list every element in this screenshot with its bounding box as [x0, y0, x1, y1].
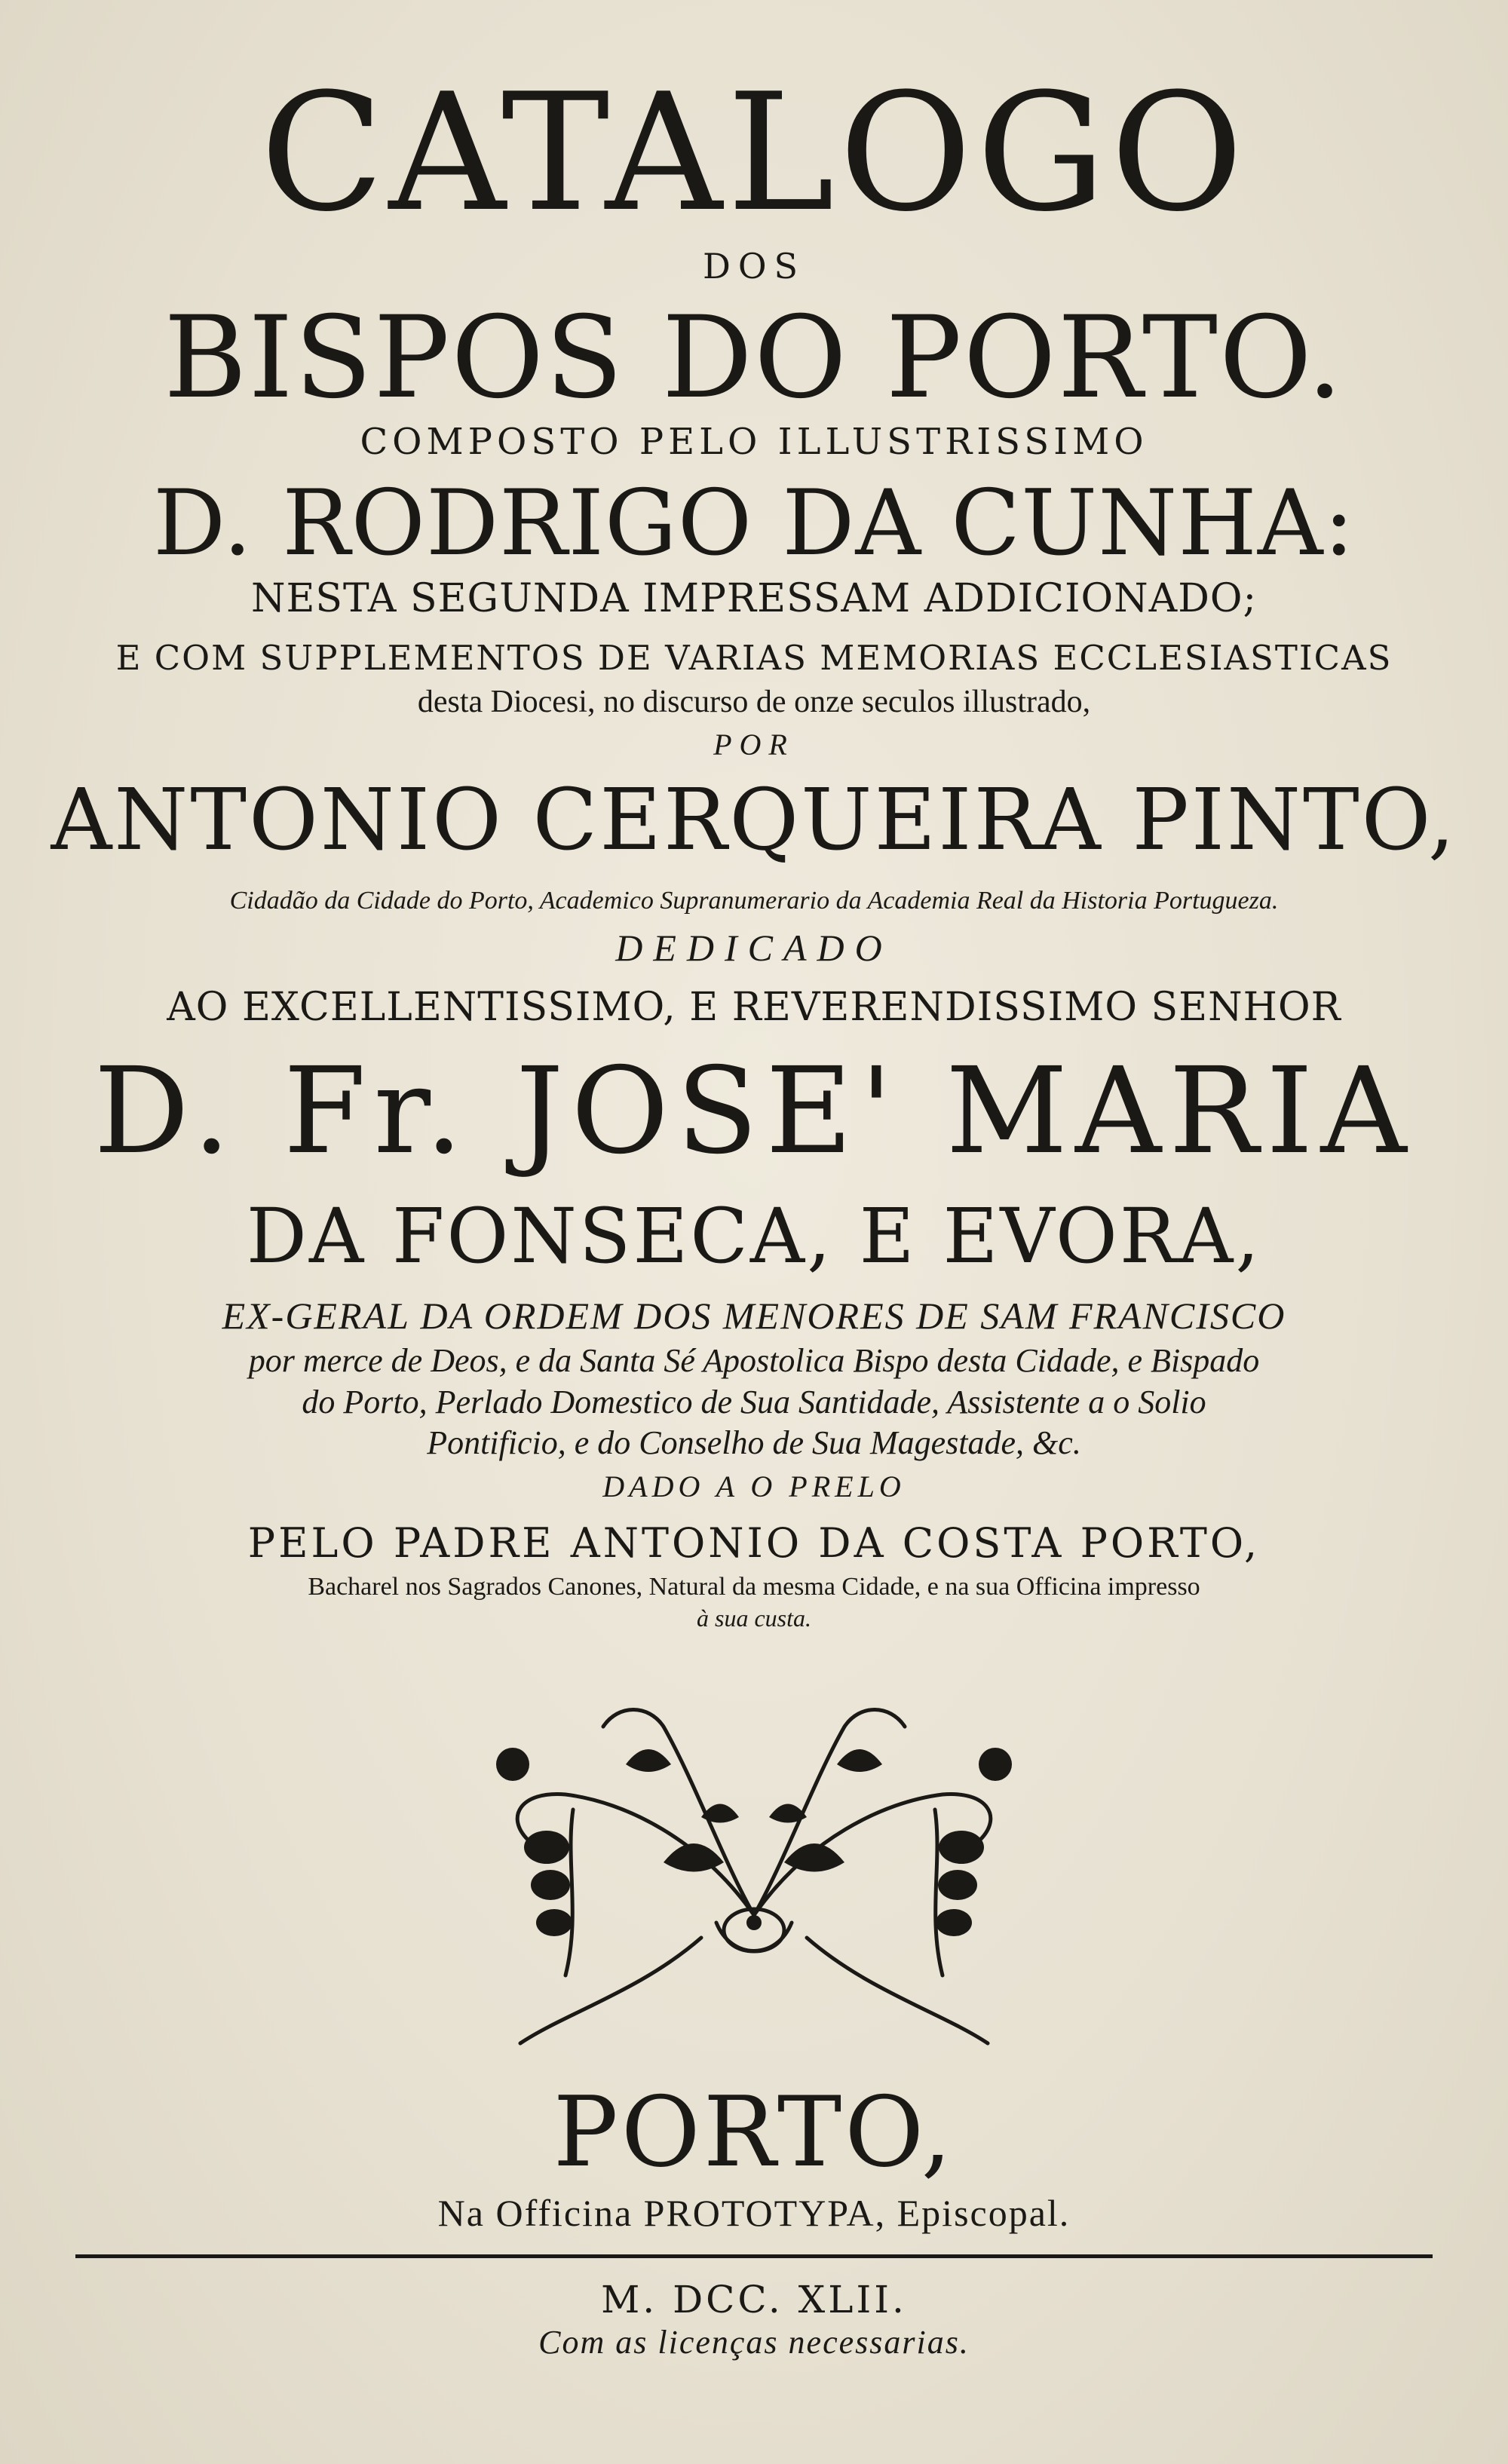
dedicatee-desc-4: Pontificio, e do Conselho de Sua Magestade, &c. [427, 1424, 1081, 1461]
dedicatee-desc-3: do Porto, Perlado Domestico de Sua Santidade, Assistente a o Solio [302, 1384, 1206, 1420]
imprint-city: PORTO, [553, 2076, 955, 2189]
title-dos: DOS [702, 246, 806, 287]
dedication-to: AO EXCELLENTISSIMO, E REVERENDISSIMO SENHOR [167, 985, 1341, 1030]
diocese-line: desta Diocesi, no discurso de onze seculos illustrado, [417, 685, 1091, 719]
prelo-line: DADO A O PRELO [602, 1470, 906, 1503]
publisher-name: PELO PADRE ANTONIO DA COSTA PORTO, [247, 1519, 1261, 1567]
imprint-printer: Na Officina PROTOTYPA, Episcopal. [437, 2192, 1071, 2234]
imprint-year: M. DCC. XLII. [601, 2278, 907, 2321]
publisher-desc-1: Bacharel nos Sagrados Canones, Natural da mesma Cidade, e na sua Officina impresso [308, 1573, 1200, 1601]
dedicatee-surname: DA FONSECA, E EVORA, [246, 1192, 1262, 1280]
editor-description: Cidadão da Cidade do Porto, Academico Supranumerario da Academia Real da Historia Portugueza. [229, 887, 1279, 915]
edition-line: NESTA SEGUNDA IMPRESSAM ADDICIONADO; [250, 576, 1258, 621]
editor-name: ANTONIO CERQUEIRA PINTO, [51, 771, 1457, 869]
composed-line: COMPOSTO PELO ILLUSTRISSIMO [360, 421, 1148, 463]
author-name: D. RODRIGO DA CUNHA: [152, 471, 1355, 576]
dedicatee-office: EX-GERAL DA ORDEM DOS MENORES DE SAM FRANCISCO [222, 1295, 1286, 1337]
floral-woodcut-vignette-icon [475, 1689, 1033, 2081]
dedicatee-name: D. Fr. JOSE' MARIA [93, 1042, 1415, 1181]
imprint-licences: Com as licenças necessarias. [538, 2324, 970, 2361]
supplements-line: E COM SUPPLEMENTOS DE VARIAS MEMORIAS ECCLESIASTICAS [115, 638, 1393, 678]
title: CATALOGO [260, 58, 1248, 247]
dedicatee-desc-2: por merce de Deos, e da Santa Sé Apostolica Bispo desta Cidade, e Bispado [248, 1342, 1260, 1379]
dedicado-line: DEDICADO [615, 927, 893, 969]
publisher-desc-2: à sua custa. [697, 1604, 811, 1632]
por-line: POR [713, 728, 795, 762]
subject-heading: BISPOS DO PORTO. [164, 293, 1344, 424]
imprint-rule [75, 2254, 1433, 2258]
